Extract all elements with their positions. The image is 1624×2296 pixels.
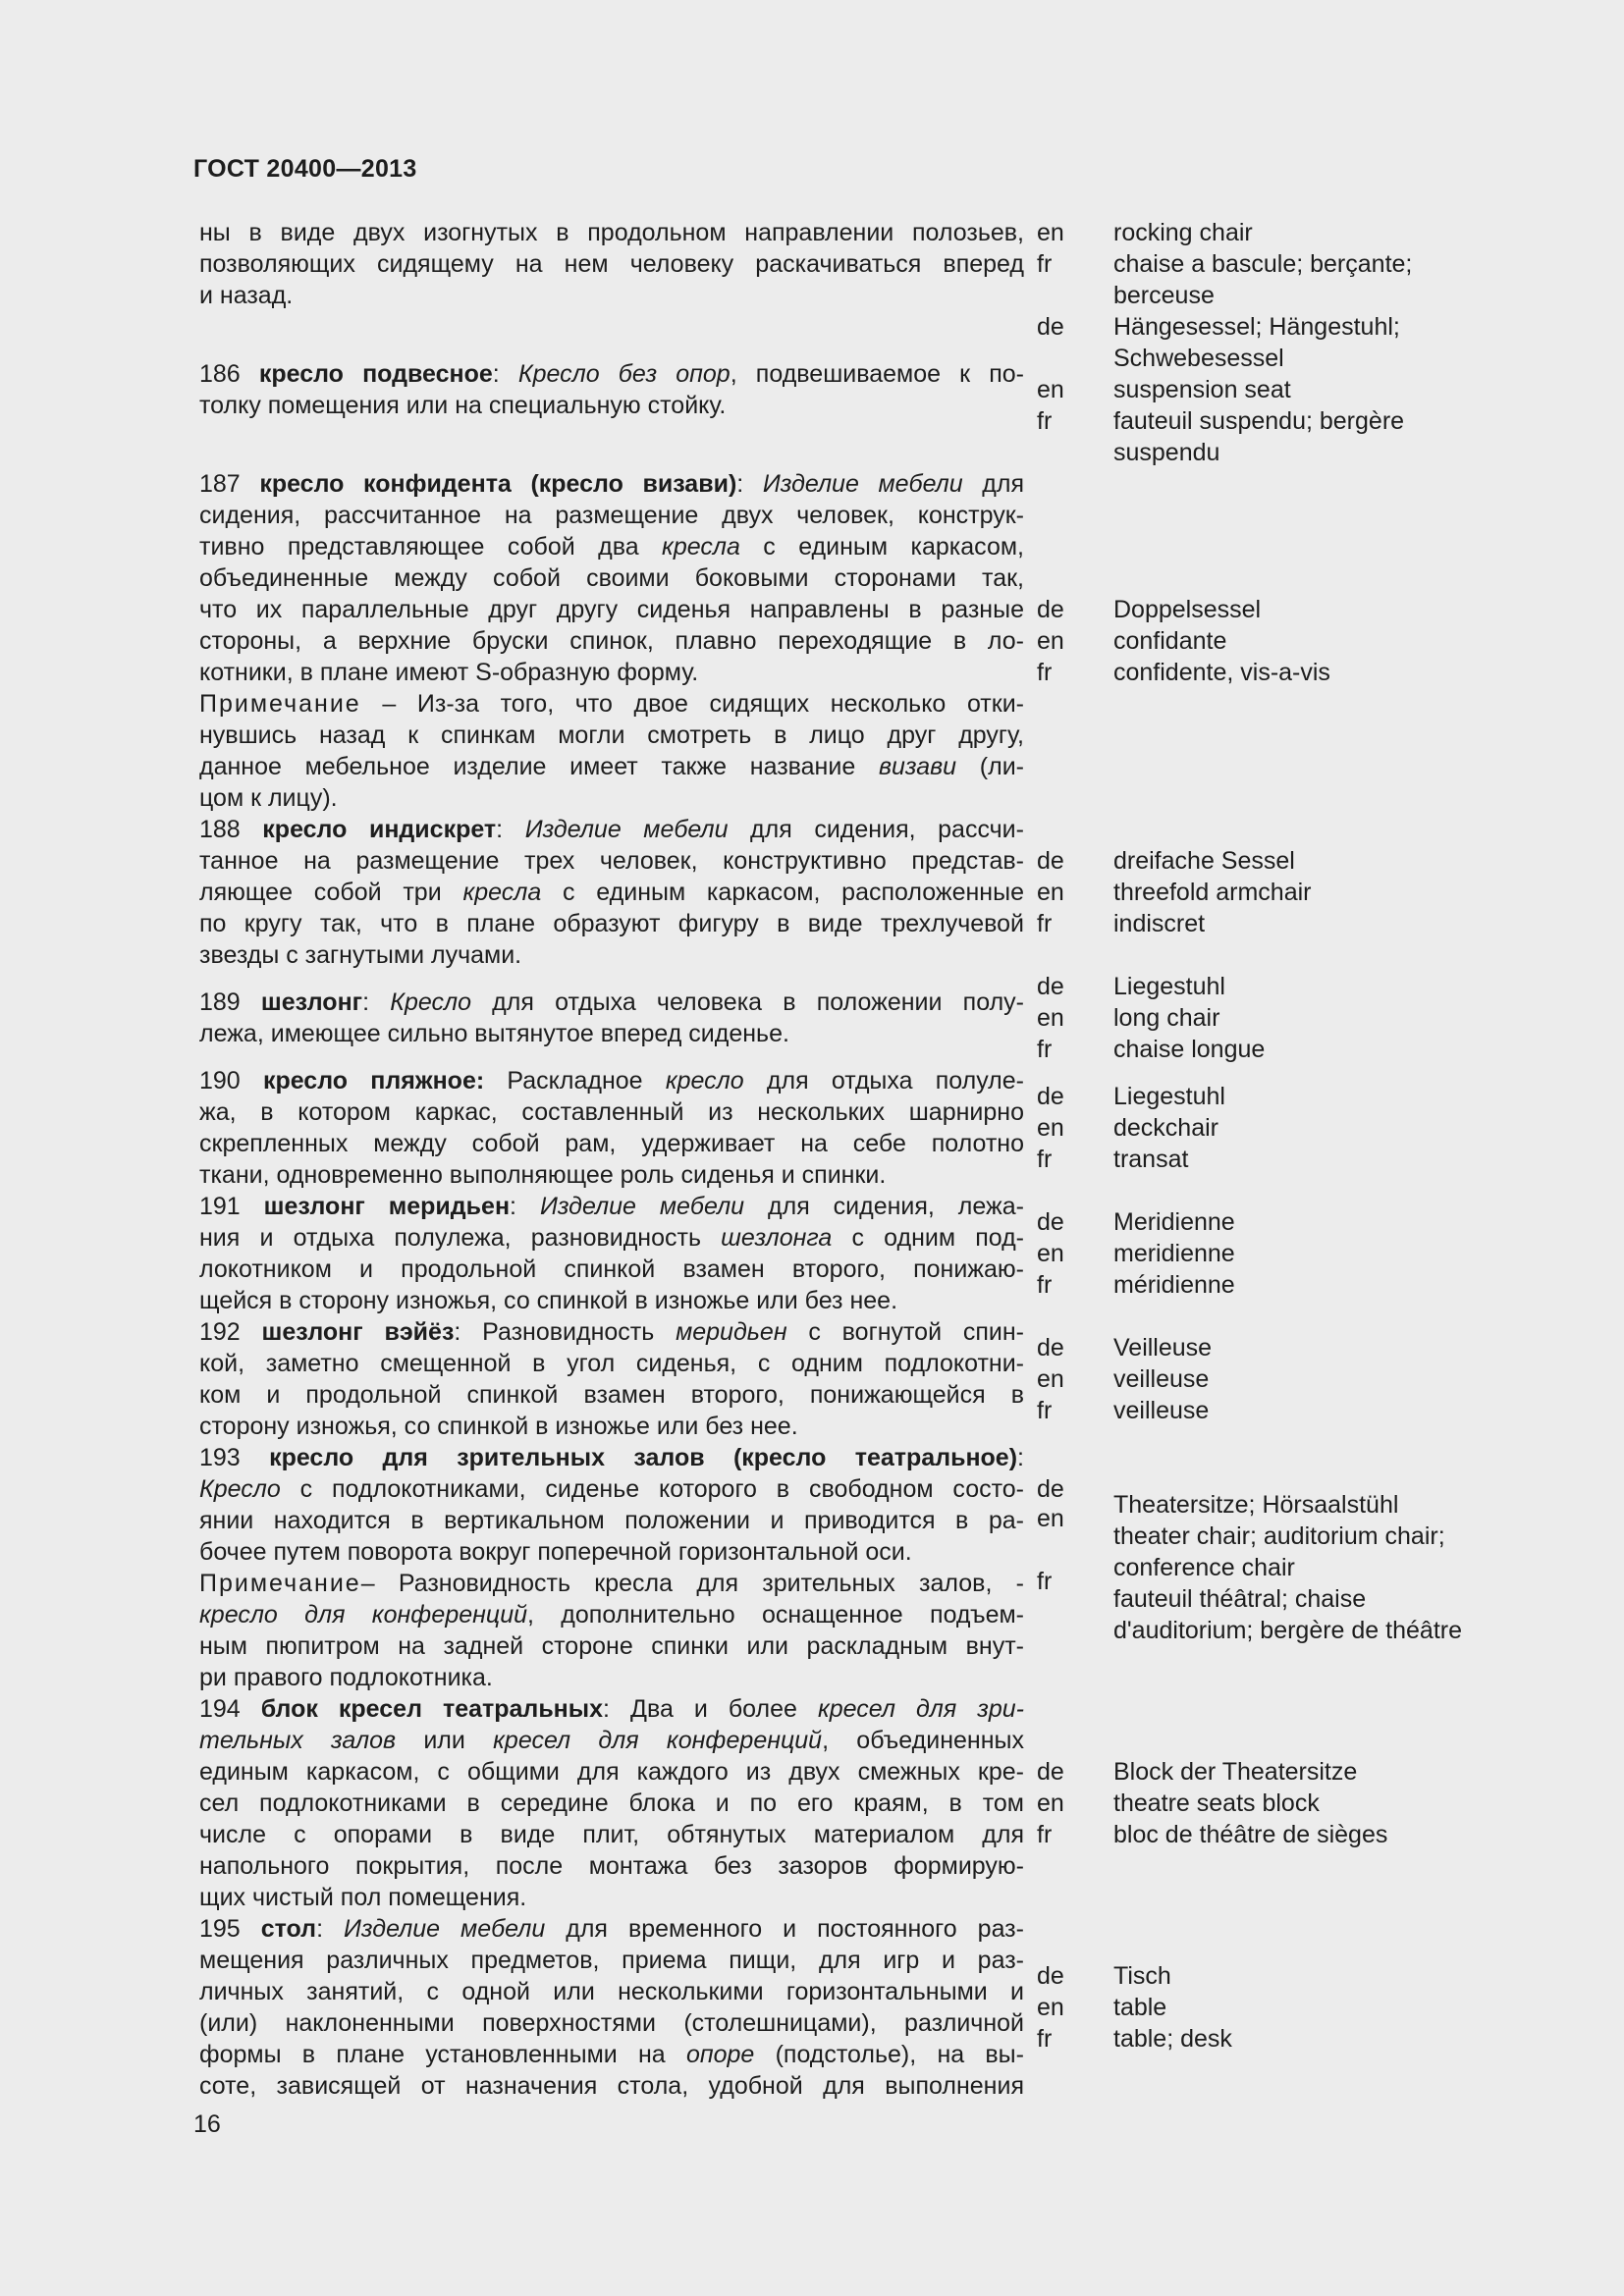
entry-191-definition	[199, 1191, 1024, 1316]
translation: indiscret	[1113, 910, 1206, 937]
def-line: и назад.	[199, 282, 294, 309]
entry-191-langs	[1037, 1206, 1086, 1301]
def-line: щих чистый пол помещения.	[199, 1884, 527, 1911]
lang-code: en	[1037, 879, 1064, 906]
def-line: звезды с загнутыми лучами.	[199, 941, 522, 969]
def-line: ткани, одновременно выполняющее роль сиденья и спинки.	[199, 1161, 887, 1189]
term: кресло индискрет	[262, 816, 497, 843]
def-line: кой, заметно смещенной в угол сиденья, с одним подлокотни-	[199, 1350, 1024, 1377]
entry-190-translations	[1113, 1081, 1614, 1175]
entry-187-definition	[199, 468, 1024, 814]
def-line: тельных залов или кресел для конференций, объединенных	[199, 1727, 1024, 1754]
def-line: бочее путем поворота вокруг поперечной горизонтальной оси.	[199, 1538, 912, 1566]
entry-192-definition	[199, 1316, 1024, 1442]
entry-191-translations	[1113, 1206, 1614, 1301]
note-line: данное мебельное изделие имеет также название визави (ли-	[199, 753, 1024, 780]
lang-code: de	[1037, 1334, 1064, 1362]
lang-code: en	[1037, 219, 1064, 246]
lang-code	[1037, 1534, 1086, 1566]
def-line: 190 кресло пляжное: Раскладное кресло для отдыха полуле-	[199, 1067, 1024, 1095]
translation: confidente, vis-a-vis	[1113, 659, 1330, 686]
note-line: кресло для конференций, дополнительно оснащенное подъем-	[199, 1601, 1024, 1629]
def-line: сел подлокотниками в середине блока и по его краям, в том	[199, 1789, 1024, 1817]
lang-code: en	[1037, 1994, 1064, 2021]
translation: long chair	[1113, 1004, 1220, 1032]
def-line: мещения различных предметов, приема пищи, для игр и раз-	[199, 1947, 1024, 1974]
def-line: сторону изножья, со спинкой в изножье или без нее.	[199, 1413, 798, 1440]
def-line: жа, в котором каркас, составленный из нескольких шарнирно	[199, 1098, 1024, 1126]
entry-190-langs	[1037, 1081, 1086, 1175]
def-line: тивно представляющее собой два кресла с единым каркасом,	[199, 533, 1024, 561]
entry-186-definition	[199, 358, 1024, 421]
lang-code: fr	[1037, 1821, 1053, 1848]
document-header: ГОСТ 20400—2013	[193, 155, 417, 183]
entry-194-definition	[199, 1693, 1024, 1913]
translation: d'auditorium; bergère de théâtre	[1113, 1617, 1462, 1644]
term: кресло конфидента (кресло визави)	[259, 470, 737, 498]
note-line: цом к лицу).	[199, 784, 338, 812]
translation: Veilleuse	[1113, 1334, 1213, 1362]
translation: table	[1113, 1994, 1167, 2021]
lang-code: en	[1037, 1365, 1064, 1393]
def-line: 192 шезлонг вэйёз: Разновидность меридьен с вогнутой спин-	[199, 1318, 1024, 1346]
def-line: локотником и продольной спинкой взамен второго, понижаю-	[199, 1255, 1024, 1283]
translation: méridienne	[1113, 1271, 1235, 1299]
translation: theatre seats block	[1113, 1789, 1320, 1817]
term: шезлонг меридьен	[263, 1193, 511, 1220]
def-line: янии находится в вертикальном положении и приводится в ра-	[199, 1507, 1024, 1534]
translation: veilleuse	[1113, 1365, 1210, 1393]
term: шезлонг вэйёз	[261, 1318, 455, 1346]
translation: suspendu	[1113, 439, 1220, 466]
lang-code: de	[1037, 847, 1064, 875]
lang-code: de	[1037, 313, 1064, 341]
lang-code: de	[1037, 1962, 1064, 1990]
translation: veilleuse	[1113, 1397, 1210, 1424]
translation: rocking chair	[1113, 219, 1253, 246]
translation: suspension seat	[1113, 376, 1291, 403]
lang-code: de	[1037, 1083, 1064, 1110]
page-number: 16	[193, 2110, 221, 2138]
def-line: личных занятий, с одной или несколькими горизонтальными и	[199, 1978, 1024, 2005]
def-line: 187 кресло конфидента (кресло визави): Изделие мебели для	[199, 470, 1024, 498]
entry-187-translations	[1113, 594, 1614, 688]
entry-cont-langs	[1037, 217, 1086, 343]
term: шезлонг	[260, 988, 363, 1016]
entry-192-translations	[1113, 1332, 1614, 1426]
lang-code: de	[1037, 1475, 1064, 1503]
term: блок кресел театральных	[260, 1695, 604, 1723]
lang-code: de	[1037, 596, 1064, 623]
entry-195-translations	[1113, 1960, 1614, 2055]
translation: Tisch	[1113, 1962, 1171, 1990]
translation: Schwebesessel	[1113, 345, 1284, 372]
lang-code: fr	[1037, 250, 1053, 278]
entry-187-langs	[1037, 594, 1086, 688]
translation: bloc de théâtre de sièges	[1113, 1821, 1388, 1848]
translation: Meridienne	[1113, 1208, 1235, 1236]
note-line: Примечание– Разновидность кресла для зрительных залов, -	[199, 1570, 1024, 1597]
def-line: 194 блок кресел театральных: Два и более кресел для зри-	[199, 1695, 1024, 1723]
translation: theater chair; auditorium chair;	[1113, 1522, 1445, 1550]
translation: conference chair	[1113, 1554, 1295, 1581]
entry-189-definition	[199, 987, 1024, 1049]
def-line: 186 кресло подвесное: Кресло без опор, подвешиваемое к по-	[199, 360, 1024, 388]
def-line: что их параллельные друг другу сиденья направлены в разные	[199, 596, 1024, 623]
translation: Theatersitze; Hörsaalstühl	[1113, 1491, 1399, 1519]
translation: meridienne	[1113, 1240, 1235, 1267]
def-line: (или) наклоненными поверхностями (столешницами), различной	[199, 2009, 1024, 2037]
lang-code: en	[1037, 1789, 1064, 1817]
def-line: танное на размещение трех человек, конструктивно представ-	[199, 847, 1024, 875]
entry-194-translations	[1113, 1756, 1614, 1850]
entry-192-langs	[1037, 1332, 1086, 1426]
translation: transat	[1113, 1146, 1189, 1173]
def-line: толку помещения или на специальную стойку.	[199, 392, 727, 419]
note-line: Примечание – Из-за того, что двое сидящих несколько отки-	[199, 690, 1024, 718]
translation: Doppelsessel	[1113, 596, 1262, 623]
def-line: Кресло с подлокотниками, сиденье которого в свободном состо-	[199, 1475, 1024, 1503]
translation: fauteuil suspendu; bergère	[1113, 407, 1405, 435]
entry-189-translations	[1113, 971, 1614, 1065]
def-line: ния и отдыха полулежа, разновидность шезлонга с одним под-	[199, 1224, 1024, 1252]
def-line: объединенные между собой своими боковыми сторонами так,	[199, 564, 1024, 592]
def-line: сидения, рассчитанное на размещение двух человек, конструк-	[199, 502, 1024, 529]
entry-193-langs	[1037, 1473, 1086, 1597]
lang-code: en	[1037, 1114, 1064, 1142]
lang-code: de	[1037, 1758, 1064, 1786]
entry-190-definition	[199, 1065, 1024, 1191]
entry-195-definition	[199, 1913, 1024, 2102]
term: кресло для зрительных залов (кресло театральное)	[269, 1444, 1018, 1471]
def-line: ком и продольной спинкой взамен второго, понижающейся в	[199, 1381, 1024, 1409]
def-line: по кругу так, что в плане образуют фигуру в виде трехлучевой	[199, 910, 1024, 937]
lang-code: fr	[1037, 407, 1053, 435]
translation: chaise a bascule; berçante;	[1113, 250, 1413, 278]
translation: deckchair	[1113, 1114, 1218, 1142]
def-line: позволяющих сидящему на нем человеку раскачиваться вперед	[199, 250, 1024, 278]
translation: confidante	[1113, 627, 1227, 655]
translation: threefold armchair	[1113, 879, 1312, 906]
lang-code: fr	[1037, 1271, 1053, 1299]
term: стол	[260, 1915, 317, 1943]
lang-code: de	[1037, 973, 1064, 1000]
def-line: щейся в сторону изножья, со спинкой в изножье или без нее.	[199, 1287, 898, 1314]
def-line: формы в плане установленными на опоре (подстолье), на вы-	[199, 2041, 1024, 2068]
translation: chaise longue	[1113, 1036, 1266, 1063]
def-line: ны в виде двух изогнутых в продольном направлении полозьев,	[199, 219, 1024, 246]
entry-189-langs	[1037, 971, 1086, 1065]
def-line: стороны, а верхние бруски спинок, плавно переходящие в ло-	[199, 627, 1024, 655]
term: кресло подвесное	[258, 360, 493, 388]
def-line: 195 стол: Изделие мебели для временного и постоянного раз-	[199, 1915, 1024, 1943]
def-line: котники, в плане имеют S-образную форму.	[199, 659, 699, 686]
def-line: 193 кресло для зрительных залов (кресло театральное):	[199, 1444, 1024, 1471]
def-line: напольного покрытия, после монтажа без зазоров формирую-	[199, 1852, 1024, 1880]
def-line: числе с опорами в виде плит, обтянутых материалом для	[199, 1821, 1024, 1848]
lang-code: fr	[1037, 2025, 1053, 2053]
entry-188-translations	[1113, 845, 1614, 939]
note-line: ри правого подлокотника.	[199, 1664, 493, 1691]
lang-code: en	[1037, 1505, 1064, 1532]
note-line: ным пюпитром на задней стороне спинки или раскладным внут-	[199, 1632, 1024, 1660]
translation: Liegestuhl	[1113, 1083, 1225, 1110]
entry-188-definition	[199, 814, 1024, 971]
entry-193-translations	[1113, 1489, 1614, 1646]
entry-cont-translations	[1113, 217, 1614, 374]
lang-code: en	[1037, 1240, 1064, 1267]
entry-194-langs	[1037, 1756, 1086, 1850]
entry-186-langs	[1037, 374, 1086, 437]
translation: dreifache Sessel	[1113, 847, 1295, 875]
lang-code: fr	[1037, 910, 1053, 937]
translation: Liegestuhl	[1113, 973, 1225, 1000]
entry-cont-definition	[199, 217, 1024, 311]
translation: Hängesessel; Hängestuhl;	[1113, 313, 1400, 341]
term: кресло пляжное:	[262, 1067, 485, 1095]
def-line: 191 шезлонг меридьен: Изделие мебели для сидения, лежа-	[199, 1193, 1024, 1220]
def-line: соте, зависящей от назначения стола, удобной для выполнения	[199, 2072, 1024, 2100]
entry-186-translations	[1113, 374, 1614, 468]
lang-code: en	[1037, 376, 1064, 403]
translation: berceuse	[1113, 282, 1215, 309]
def-line: лежа, имеющее сильно вытянутое вперед сиденье.	[199, 1020, 789, 1047]
lang-code: de	[1037, 1208, 1064, 1236]
lang-code: fr	[1037, 1568, 1053, 1595]
def-line: 189 шезлонг: Кресло для отдыха человека в положении полу-	[199, 988, 1024, 1016]
entry-188-langs	[1037, 845, 1086, 939]
lang-code	[1037, 280, 1086, 311]
entry-193-definition	[199, 1442, 1024, 1693]
lang-code: en	[1037, 1004, 1064, 1032]
entry-195-langs	[1037, 1960, 1086, 2055]
note-line: нувшись назад к спинкам могли смотреть в лицо друг другу,	[199, 721, 1024, 749]
translation: Block der Theatersitze	[1113, 1758, 1358, 1786]
lang-code: fr	[1037, 1036, 1053, 1063]
translation: fauteuil théâtral; chaise	[1113, 1585, 1367, 1613]
translation: table; desk	[1113, 2025, 1232, 2053]
lang-code: en	[1037, 627, 1064, 655]
def-line: единым каркасом, с общими для каждого из двух смежных кре-	[199, 1758, 1024, 1786]
lang-code: fr	[1037, 659, 1053, 686]
def-line: ляющее собой три кресла с единым каркасом, расположенные	[199, 879, 1024, 906]
def-line: скрепленных между собой рам, удерживает на себе полотно	[199, 1130, 1024, 1157]
lang-code: fr	[1037, 1146, 1053, 1173]
def-line: 188 кресло индискрет: Изделие мебели для сидения, рассчи-	[199, 816, 1024, 843]
lang-code: fr	[1037, 1397, 1053, 1424]
